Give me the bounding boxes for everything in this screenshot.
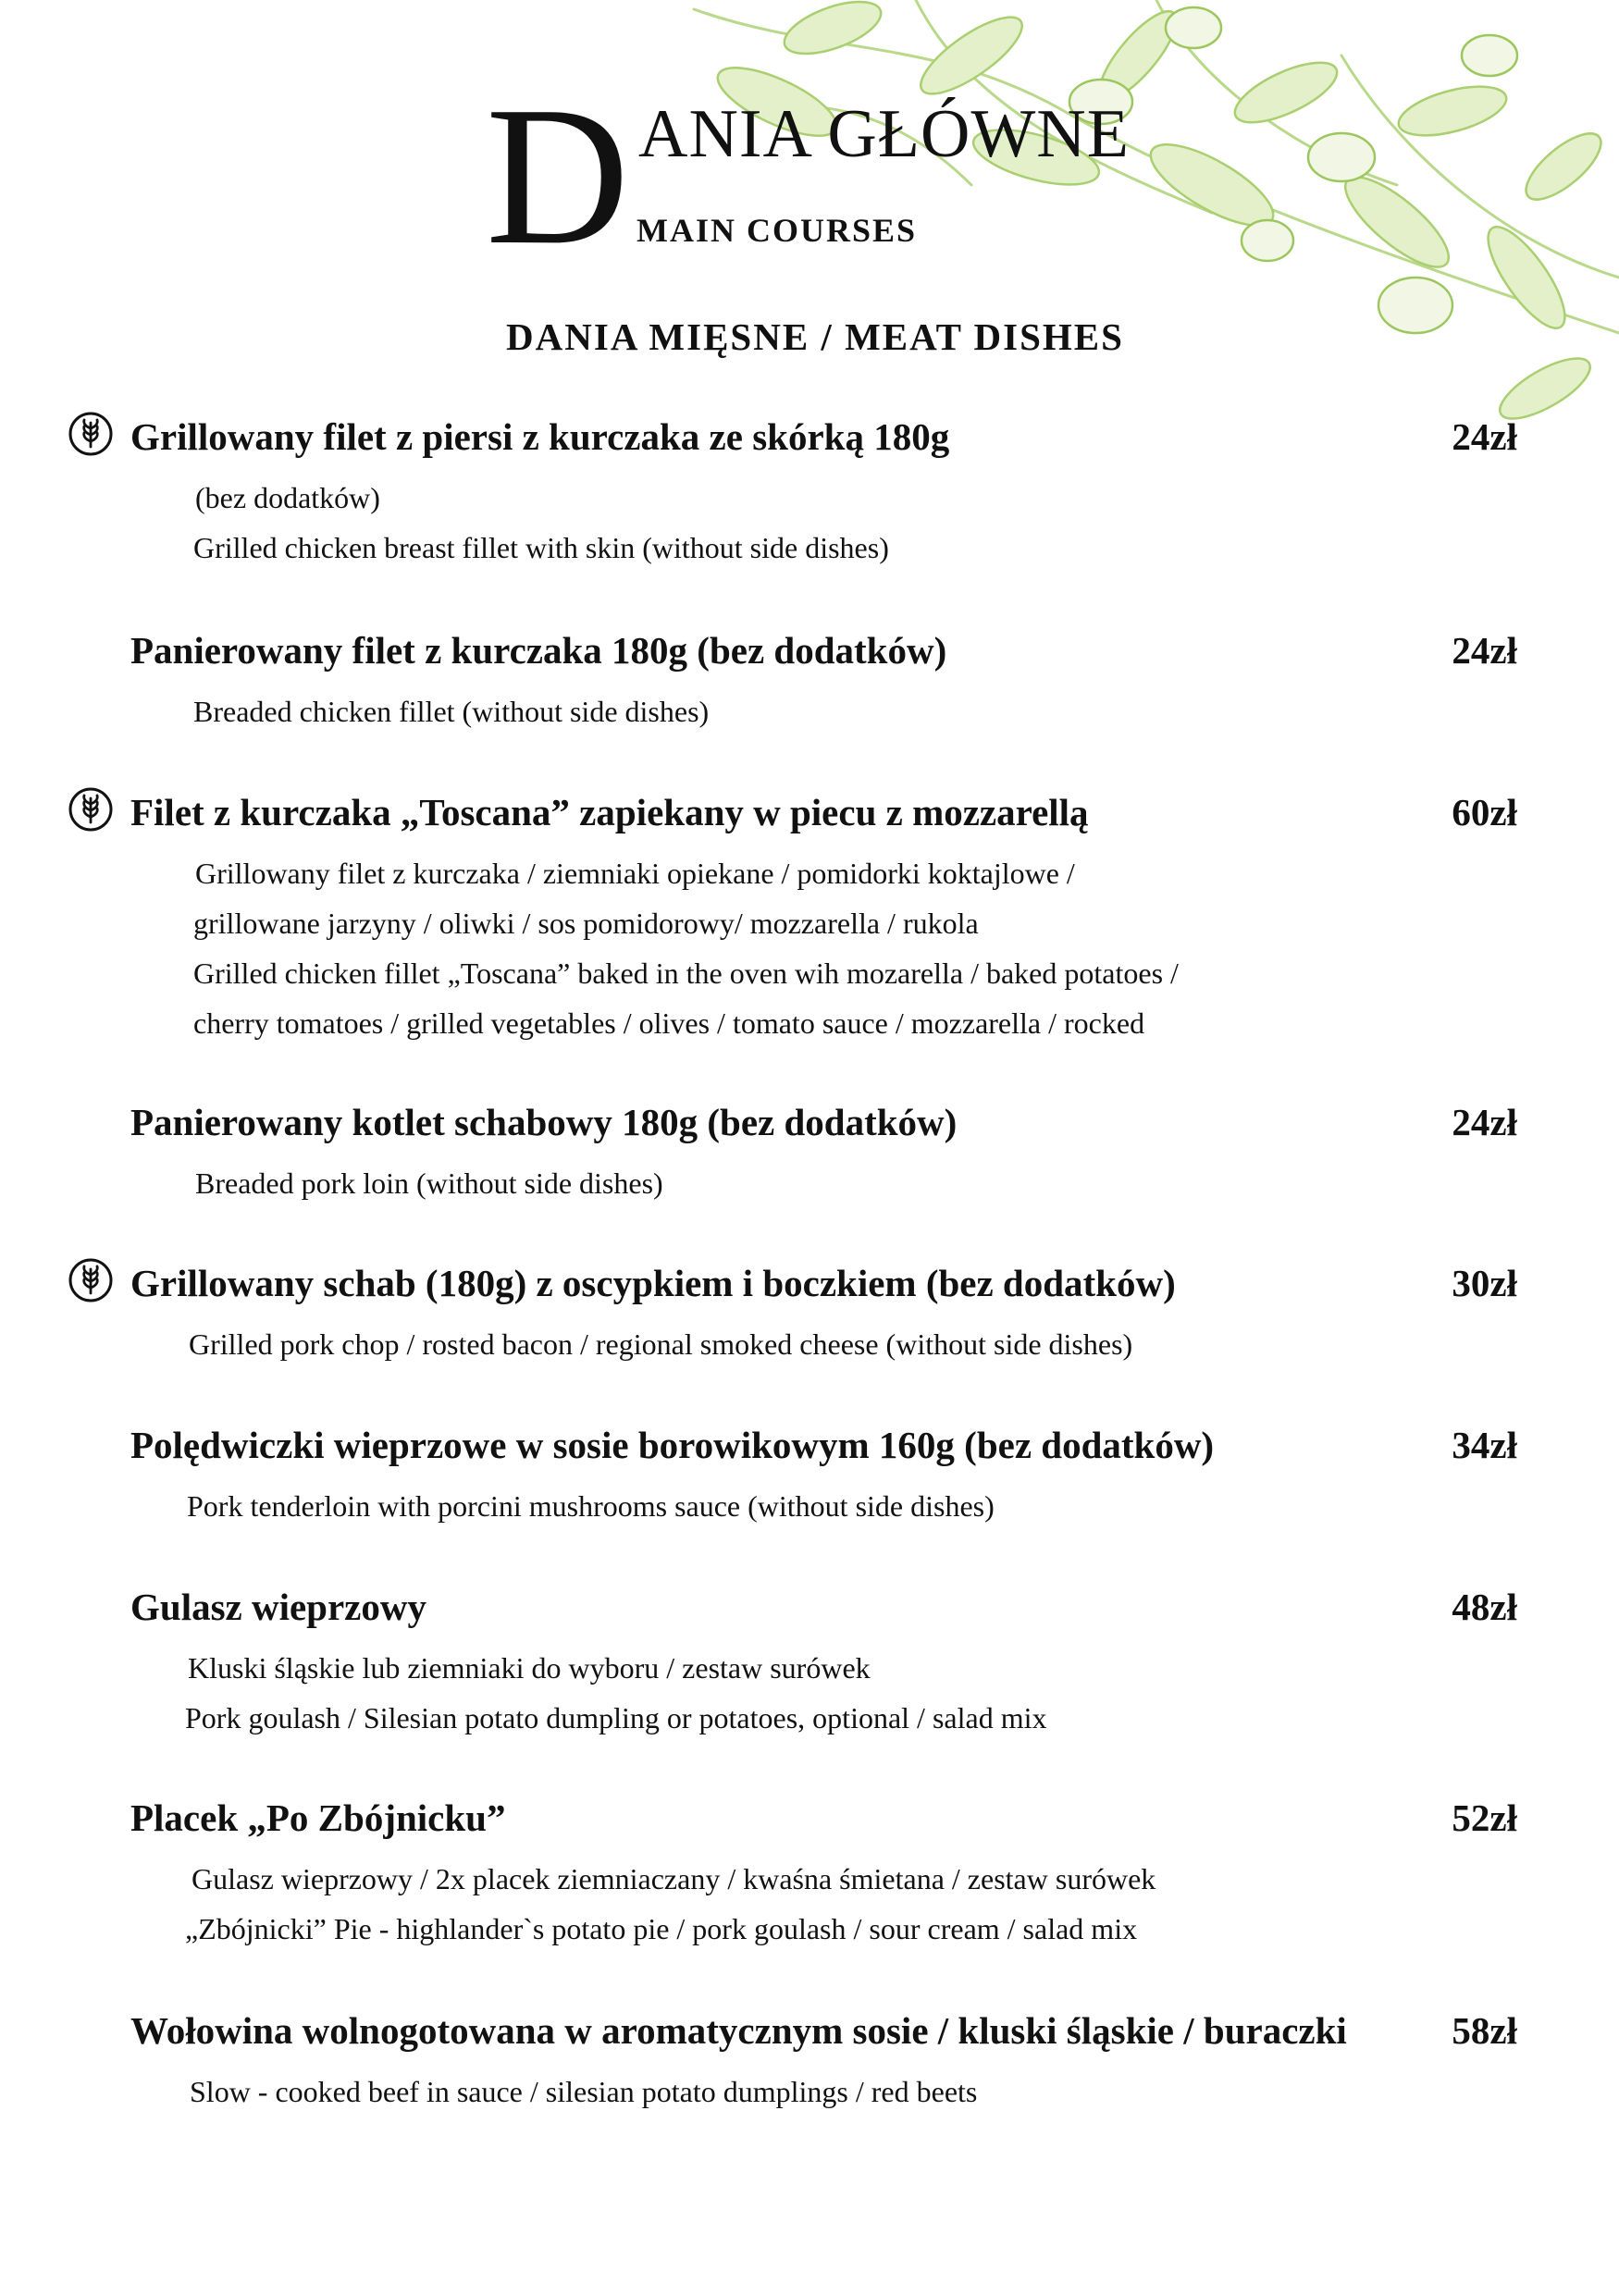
olive-branch-icon bbox=[638, 0, 1619, 555]
menu-item-price: 52zł bbox=[1452, 1796, 1517, 1839]
description-line: Pork tenderloin with porcini mushrooms sauce (without side dishes) bbox=[187, 1489, 995, 1523]
menu-item-description bbox=[193, 848, 1179, 1048]
menu-item-name: Wołowina wolnogotowana w aromatycznym sosie / kluski śląskie / buraczki bbox=[130, 2009, 1347, 2052]
description-line: grillowane jarzyny / oliwki / sos pomidorowy/ mozzarella / rukola bbox=[193, 907, 979, 940]
description-line: Kluski śląskie lub ziemniaki do wyboru / zestaw surówek bbox=[188, 1651, 871, 1685]
menu-item-price: 30zł bbox=[1452, 1262, 1517, 1304]
menu-item-description bbox=[185, 1854, 1156, 1954]
menu-item-name: Placek „Po Zbójnicku” bbox=[130, 1796, 506, 1839]
menu-item-price: 48zł bbox=[1452, 1586, 1517, 1628]
page-subtitle: MAIN COURSES bbox=[636, 212, 918, 249]
description-line: Pork goulash / Silesian potato dumpling or potatoes, optional / salad mix bbox=[185, 1701, 1047, 1734]
menu-item-name: Polędwiczki wieprzowe w sosie borowikowym 160g (bez dodatków) bbox=[130, 1424, 1215, 1466]
menu-item-description bbox=[185, 1643, 1046, 1743]
menu-item-description bbox=[190, 2067, 977, 2117]
description-line: Breaded chicken fillet (without side dishes) bbox=[193, 695, 710, 728]
description-line: Breaded pork loin (without side dishes) bbox=[195, 1167, 663, 1200]
description-line: Slow - cooked beef in sauce / silesian potato dumplings / red beets bbox=[190, 2075, 978, 2108]
menu-item-name: Panierowany filet z kurczaka 180g (bez dodatków) bbox=[130, 629, 947, 672]
wheat-circle-icon bbox=[67, 1256, 115, 1304]
menu-item-name: Grillowany schab (180g) z oscypkiem i boczkiem (bez dodatków) bbox=[130, 1262, 1176, 1304]
page-title: ANIA GŁÓWNE bbox=[638, 96, 1130, 172]
menu-item-description bbox=[195, 1158, 663, 1208]
wheat-circle-icon bbox=[67, 785, 115, 833]
description-line: Grilled pork chop / rosted bacon / regional smoked cheese (without side dishes) bbox=[189, 1327, 1133, 1361]
menu-item-name: Gulasz wieprzowy bbox=[130, 1586, 426, 1628]
description-line: Grilled chicken breast fillet with skin (without side dishes) bbox=[193, 531, 889, 564]
menu-item-price: 60zł bbox=[1452, 791, 1517, 833]
menu-item-price: 58zł bbox=[1452, 2009, 1517, 2052]
description-line: Gulasz wieprzowy / 2x placek ziemniaczany / kwaśna śmietana / zestaw surówek bbox=[192, 1862, 1156, 1895]
description-line: Grillowany filet z kurczaka / ziemniaki opiekane / pomidorki koktajlowe / bbox=[195, 857, 1075, 890]
description-line: „Zbójnicki” Pie - highlander`s potato pie / pork goulash / sour cream / salad mix bbox=[185, 1912, 1138, 1945]
description-line: Grilled chicken fillet „Toscana” baked in the oven wih mozarella / baked potatoes / bbox=[193, 957, 1179, 990]
menu-item-name: Grillowany filet z piersi z kurczaka ze skórką 180g bbox=[130, 415, 950, 458]
wheat-circle-icon bbox=[67, 410, 115, 458]
menu-item-description bbox=[195, 473, 889, 573]
menu-item-description bbox=[193, 686, 709, 736]
menu-item-name: Filet z kurczaka „Toscana” zapiekany w piecu z mozzarellą bbox=[130, 791, 1089, 833]
menu-item-price: 24zł bbox=[1452, 415, 1517, 458]
description-line: (bez dodatków) bbox=[195, 481, 380, 514]
description-line: cherry tomatoes / grilled vegetables / olives / tomato sauce / mozzarella / rocked bbox=[193, 1006, 1145, 1040]
title-initial-letter: D bbox=[486, 65, 630, 286]
menu-item-price: 24zł bbox=[1452, 1101, 1517, 1143]
menu-item-description bbox=[187, 1481, 995, 1531]
section-title: DANIA MIĘSNE / MEAT DISHES bbox=[506, 315, 1124, 358]
menu-item-name: Panierowany kotlet schabowy 180g (bez dodatków) bbox=[130, 1101, 958, 1143]
menu-item-price: 34zł bbox=[1452, 1424, 1517, 1466]
menu-item-description bbox=[189, 1319, 1132, 1369]
menu-item-price: 24zł bbox=[1452, 629, 1517, 672]
